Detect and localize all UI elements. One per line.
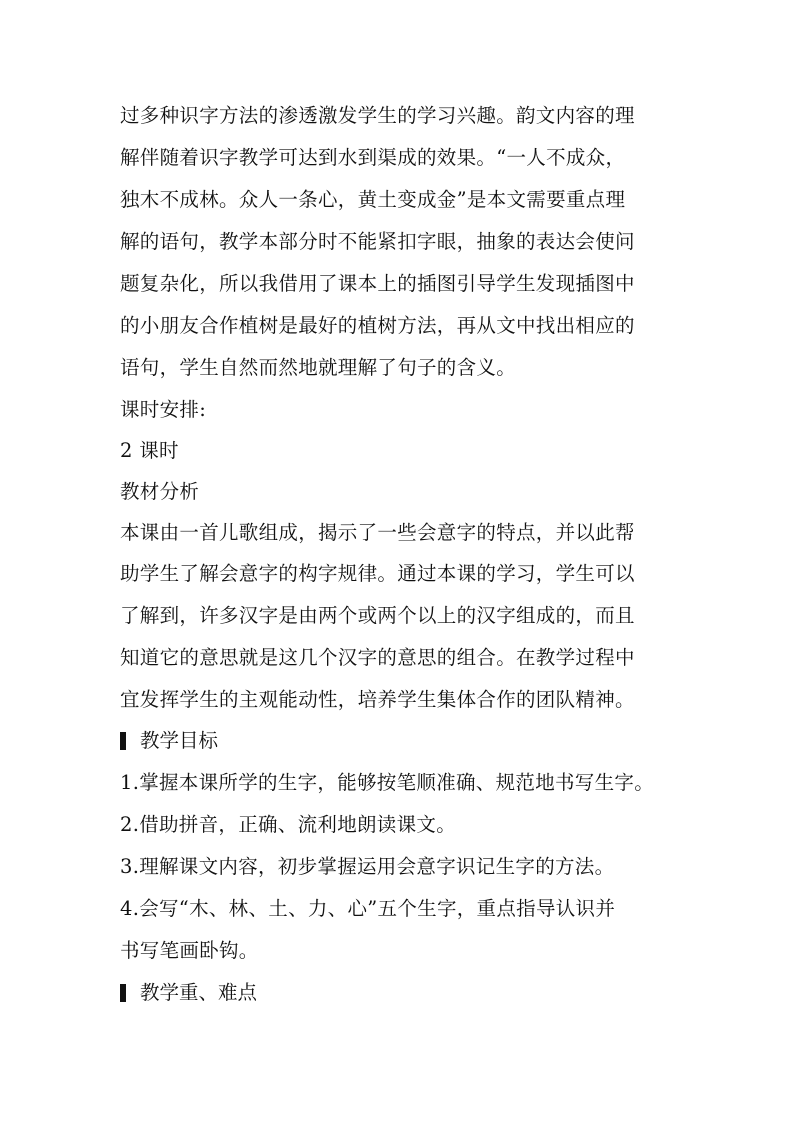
material-line-4: 知道它的意思就是这几个汉字的意思的组合。在教学过程中 [120, 646, 635, 669]
key-points-title: 教学重、难点 [140, 981, 258, 1004]
intro-line-5: 题复杂化，所以我借用了课本上的插图引导学生发现插图中 [120, 272, 635, 295]
goal-line-4: 4.会写“木、林、土、力、心”五个生字，重点指导认识并 [120, 897, 616, 920]
section-marker-icon [120, 732, 126, 750]
intro-line-6: 的小朋友合作植树是最好的植树方法，再从文中找出相应的 [120, 314, 635, 337]
intro-line-7: 语句，学生自然而然地就理解了句子的含义。 [120, 356, 517, 379]
intro-line-2: 解伴随着识字教学可达到水到渠成的效果。“一人不成众， [120, 146, 626, 169]
goal-line-3: 3.理解课文内容，初步掌握运用会意字识记生字的方法。 [120, 855, 615, 878]
schedule-label: 课时安排: [120, 398, 207, 421]
goal-line-5: 书写笔画卧钩。 [120, 939, 259, 962]
intro-line-1: 过多种识字方法的渗透激发学生的学习兴趣。韵文内容的理 [120, 104, 635, 127]
section-marker-icon [120, 984, 126, 1002]
material-line-1: 本课由一首儿歌组成，揭示了一些会意字的特点，并以此帮 [120, 521, 635, 544]
key-points-heading [120, 981, 257, 1005]
material-line-3: 了解到，许多汉字是由两个或两个以上的汉字组成的，而且 [120, 604, 635, 627]
goal-line-1: 1.掌握本课所学的生字，能够按笔顺准确、规范地书写生字。 [120, 771, 655, 794]
material-line-2: 助学生了解会意字的构字规律。通过本课的学习，学生可以 [120, 562, 635, 585]
goals-heading [120, 729, 218, 753]
goal-line-2: 2.借助拼音，正确、流利地朗读课文。 [120, 813, 457, 836]
material-title: 教材分析 [120, 480, 200, 503]
material-line-5: 宜发挥学生的主观能动性，培养学生集体合作的团队精神。 [120, 688, 635, 711]
schedule-value: 2 课时 [120, 439, 179, 462]
goals-title: 教学目标 [140, 729, 219, 752]
intro-line-3: 独木不成林。众人一条心，黄土变成金”是本文需要重点理 [120, 188, 626, 211]
intro-line-4: 解的语句，教学本部分时不能紧扣字眼，抽象的表达会使问 [120, 230, 635, 253]
